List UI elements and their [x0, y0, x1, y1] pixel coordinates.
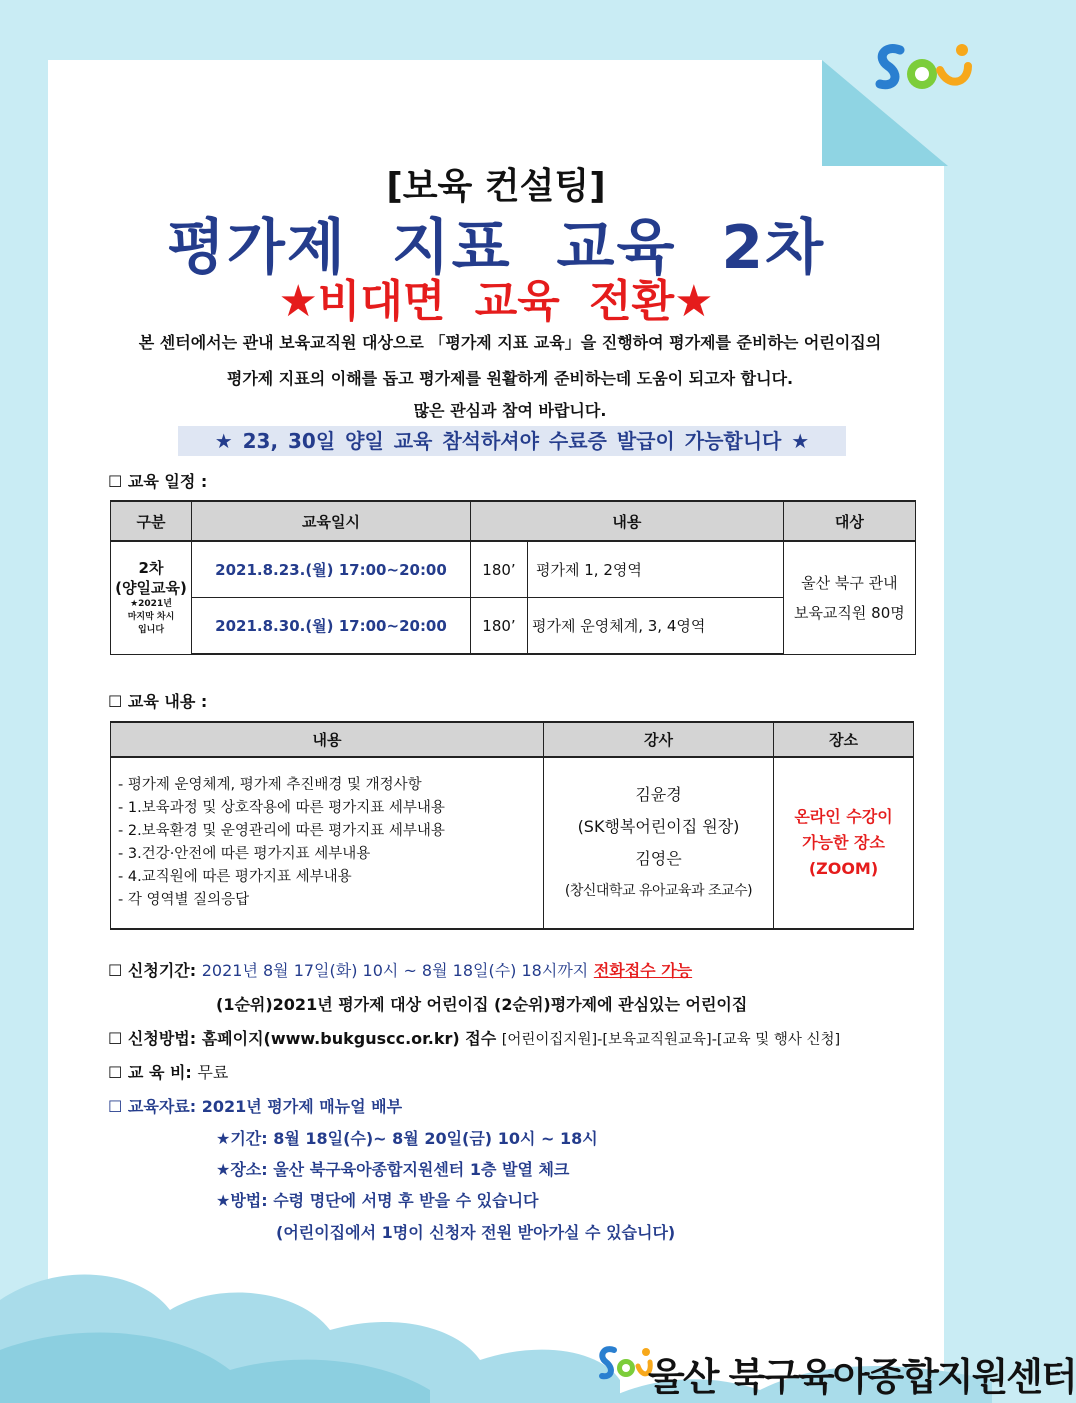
subtitle: ★비대면 교육 전환★: [278, 276, 714, 327]
minutes-cell: 180’: [471, 598, 528, 655]
footer-logo-icon: [596, 1342, 652, 1398]
place-line-2: 가능한 장소: [802, 833, 885, 852]
datetime-cell: 2021.8.30.(월) 17:00~20:00: [192, 598, 471, 655]
round-note-3: 입니다: [137, 625, 165, 636]
content-header-row: [111, 722, 914, 757]
content-table: [110, 721, 914, 930]
table-row: [111, 541, 916, 598]
material-value: 2021년 평가제 매뉴얼 배부: [201, 1097, 403, 1116]
schedule-table: [110, 500, 916, 655]
material-period: ★기간: 8월 18일(수)~ 8월 20일(금) 10시 ~ 18시: [216, 1129, 598, 1148]
intro-line-2: 평가제 지표의 이해를 돕고 평가제를 원활하게 준비하는데 도움이 되고자 합니다.: [226, 369, 794, 388]
material-row: [108, 1094, 402, 1117]
apply-period-label: ☐ 신청기간:: [108, 961, 197, 980]
apply-method-path: [어린이집지원]-[보육교직원교육]-[교육 및 행사 신청]: [501, 1032, 841, 1048]
column-header: 내용: [111, 722, 544, 757]
round-sub: (양일교육): [115, 579, 187, 598]
fee-label: ☐ 교 육 비:: [108, 1063, 192, 1082]
column-header: 내용: [471, 501, 784, 541]
list-item: - 4.교직원에 따른 평가지표 세부내용: [118, 869, 352, 885]
list-item: - 평가제 운영체계, 평가제 추진배경 및 개정사항: [118, 777, 422, 793]
content-heading: ☐ 교육 내용 :: [108, 692, 208, 711]
target-cell: [783, 541, 915, 654]
lecturer-2-role: (창신대학교 유아교육과 조교수): [564, 883, 753, 899]
material-place: ★장소: 울산 북구육아종합지원센터 1층 발열 체크: [216, 1160, 570, 1179]
table-row: [111, 757, 914, 929]
list-item: - 2.보육환경 및 운영관리에 따른 평가지표 세부내용: [118, 823, 445, 839]
datetime-cell: 2021.8.23.(월) 17:00~20:00: [192, 541, 471, 598]
round-label: 2차: [138, 559, 164, 578]
column-header: 구분: [111, 501, 192, 541]
column-header: 대상: [783, 501, 915, 541]
list-item: - 각 영역별 질의응답: [118, 892, 250, 908]
round-cell: [111, 541, 192, 654]
apply-period-value: 2021년 8월 17일(화) 10시 ~ 8월 18일(수) 18시까지: [201, 961, 589, 980]
column-header: 장소: [774, 722, 914, 757]
content-list-cell: [111, 757, 544, 929]
round-note-2: 마지막 차시: [127, 612, 175, 623]
fee-row: [108, 1060, 228, 1083]
content-cell: 평가제 운영체계, 3, 4영역: [528, 598, 784, 655]
material-label: ☐ 교육자료:: [108, 1097, 197, 1116]
column-header: 강사: [544, 722, 774, 757]
place-line-3: (ZOOM): [808, 859, 879, 878]
list-item: - 3.건강·안전에 따른 평가지표 세부내용: [118, 846, 371, 862]
round-note-1: ★2021년: [130, 599, 172, 610]
place-line-1: 온라인 수강이: [794, 807, 893, 826]
list-item: - 1.보육과정 및 상호작용에 따른 평가지표 세부내용: [118, 800, 445, 816]
apply-method-row: [108, 1026, 840, 1049]
footer-org-name: 울산 북구육아종합지원센터: [648, 1355, 1076, 1399]
fee-value: 무료: [197, 1063, 229, 1082]
place-cell: [774, 757, 914, 929]
intro-line-3: 많은 관심과 참여 바랍니다.: [413, 401, 607, 420]
content-list: [112, 774, 542, 912]
material-method: ★방법: 수령 명단에 서명 후 받을 수 있습니다: [216, 1191, 539, 1210]
main-title: 평가제 지표 교육 2차: [166, 213, 826, 283]
material-note: (어린이집에서 1명이 신청자 전원 받아가실 수 있습니다): [276, 1223, 676, 1242]
lecturer-cell: [544, 757, 774, 929]
target-line-2: 보육교직원 80명: [793, 603, 905, 622]
category-title: [보육 컨설팅]: [386, 166, 606, 207]
column-header: 교육일시: [192, 501, 471, 541]
center-logo-icon: [866, 36, 976, 106]
apply-method-label: ☐ 신청방법:: [108, 1029, 197, 1048]
schedule-header-row: [111, 501, 916, 541]
apply-method-value: 홈페이지(www.bukguscc.or.kr) 접수: [201, 1029, 497, 1048]
target-line-1: 울산 북구 관내: [801, 573, 898, 592]
lecturer-1-role: (SK행복어린이집 원장): [577, 817, 740, 836]
apply-priority: (1순위)2021년 평가제 대상 어린이집 (2순위)평가제에 관심있는 어린이집: [216, 995, 748, 1014]
lecturer-1: 김윤경: [635, 785, 682, 804]
apply-phone-note: 전화접수 가능: [593, 961, 693, 980]
attendance-notice: ★ 23, 30일 양일 교육 참석하셔야 수료증 발급이 가능합니다 ★: [178, 426, 846, 456]
intro-line-1: 본 센터에서는 관내 보육교직원 대상으로 「평가제 지표 교육」을 진행하여 평가제를 준비하는 어린이집의: [138, 333, 882, 352]
minutes-cell: 180’: [471, 541, 528, 598]
schedule-heading: ☐ 교육 일정 :: [108, 472, 208, 491]
apply-period-row: [108, 958, 692, 981]
content-cell: 평가제 1, 2영역: [528, 541, 784, 598]
lecturer-2: 김영은: [635, 849, 682, 868]
